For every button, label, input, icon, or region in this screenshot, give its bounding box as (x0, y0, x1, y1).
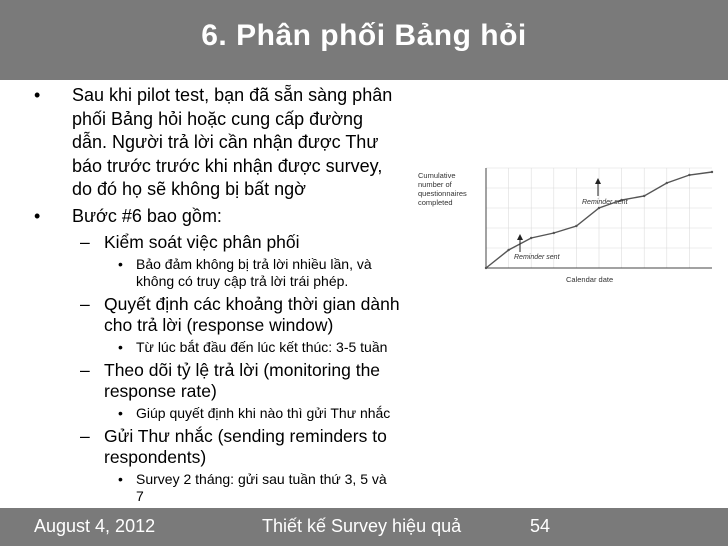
sub-sub-bullet (0, 471, 440, 505)
data-point (485, 267, 487, 269)
sub-sub-bullet (0, 256, 440, 290)
sub-bullet-line: Theo dõi tỷ lệ trả lời (monitoring the (104, 360, 381, 380)
data-point (530, 237, 532, 239)
bullet-1-line: báo trước trước khi nhận được survey, (72, 155, 383, 176)
bullet-1-line: dẫn. Người trả lời cần nhận được Thư (72, 132, 379, 152)
bullet-1 (0, 84, 440, 202)
reminder-label-1: Reminder sent (514, 254, 560, 261)
sub-bullet-distribution-control (0, 232, 440, 253)
data-point (598, 207, 600, 209)
data-point (575, 225, 577, 227)
sub-sub-bullet-line: 7 (136, 488, 144, 504)
bullet-2 (0, 205, 440, 229)
sub-bullet-line: response rate) (104, 381, 217, 401)
reminder-label-2: Reminder sent (582, 199, 628, 206)
bullet-marker: • (118, 256, 123, 272)
sub-sub-bullet-line: Từ lúc bắt đầu đến lúc kết thúc: 3-5 tuần (136, 339, 388, 355)
dash-marker: – (80, 360, 90, 380)
sub-bullet-line: Gửi Thư nhắc (sending reminders to (104, 426, 387, 446)
dash-marker: – (80, 294, 90, 314)
title-bar (0, 0, 728, 80)
dash-marker: – (80, 232, 90, 252)
footer-date: August 4, 2012 (34, 516, 156, 536)
y-axis-label-line: completed (418, 198, 453, 207)
reminder-arrowhead-1 (517, 234, 523, 240)
footer (0, 508, 728, 546)
response-chart (416, 160, 724, 292)
data-point (688, 174, 690, 176)
bullet-1-line: Sau khi pilot test, bạn đã sẵn sàng phân (72, 85, 393, 105)
bullet-marker: • (34, 205, 41, 226)
slide-content (0, 84, 440, 505)
bullet-marker: • (34, 85, 41, 105)
response-chart-svg (416, 160, 724, 292)
sub-bullet-response-window (0, 294, 440, 336)
sub-sub-bullet-line: Giúp quyết định khi nào thì gửi Thư nhắc (136, 405, 391, 421)
sub-bullet-reminders (0, 426, 440, 468)
sub-bullet-line: respondents) (104, 447, 207, 467)
sub-bullet-response-rate (0, 360, 440, 402)
bullet-marker: • (118, 471, 123, 487)
data-point (553, 232, 555, 234)
bullet-marker: • (118, 339, 123, 355)
data-point (666, 182, 668, 184)
reminder-arrowhead-2 (595, 178, 601, 184)
data-point (711, 171, 713, 173)
sub-bullet-line: Kiểm soát việc phân phối (104, 232, 300, 252)
bullet-marker: • (118, 405, 123, 421)
bullet-2-text: Bước #6 bao gồm: (72, 205, 222, 226)
y-axis-label-line: questionnaires (418, 189, 467, 198)
sub-sub-bullet (0, 339, 440, 356)
slide-title: 6. Phân phối Bảng hỏi (201, 19, 527, 52)
sub-sub-bullet-line: không có truy cập trả lời trái phép. (136, 273, 349, 289)
sub-sub-bullet (0, 405, 440, 422)
sub-bullet-line: cho trả lời (response window) (104, 315, 334, 335)
sub-bullet-line: Quyết định các khoảng thời gian dành (104, 294, 400, 314)
y-axis-label-line: number of (418, 180, 452, 189)
sub-sub-bullet-line: Survey 2 tháng: gửi sau tuần thứ 3, 5 và (136, 471, 387, 487)
footer-title: Thiết kế Survey hiệu quả (262, 516, 462, 536)
data-point (507, 249, 509, 251)
y-axis-label-line: Cumulative (418, 171, 456, 180)
dash-marker: – (80, 426, 90, 446)
page-number: 54 (530, 516, 551, 536)
bullet-1-line: phối Bảng hỏi hoặc cung cấp đường (72, 108, 364, 129)
x-axis-label: Calendar date (566, 275, 614, 284)
bullet-1-line: do đó họ sẽ không bị bất ngờ (72, 179, 306, 199)
sub-sub-bullet-line: Bảo đảm không bị trả lời nhiều lần, và (136, 256, 372, 272)
data-point (643, 195, 645, 197)
